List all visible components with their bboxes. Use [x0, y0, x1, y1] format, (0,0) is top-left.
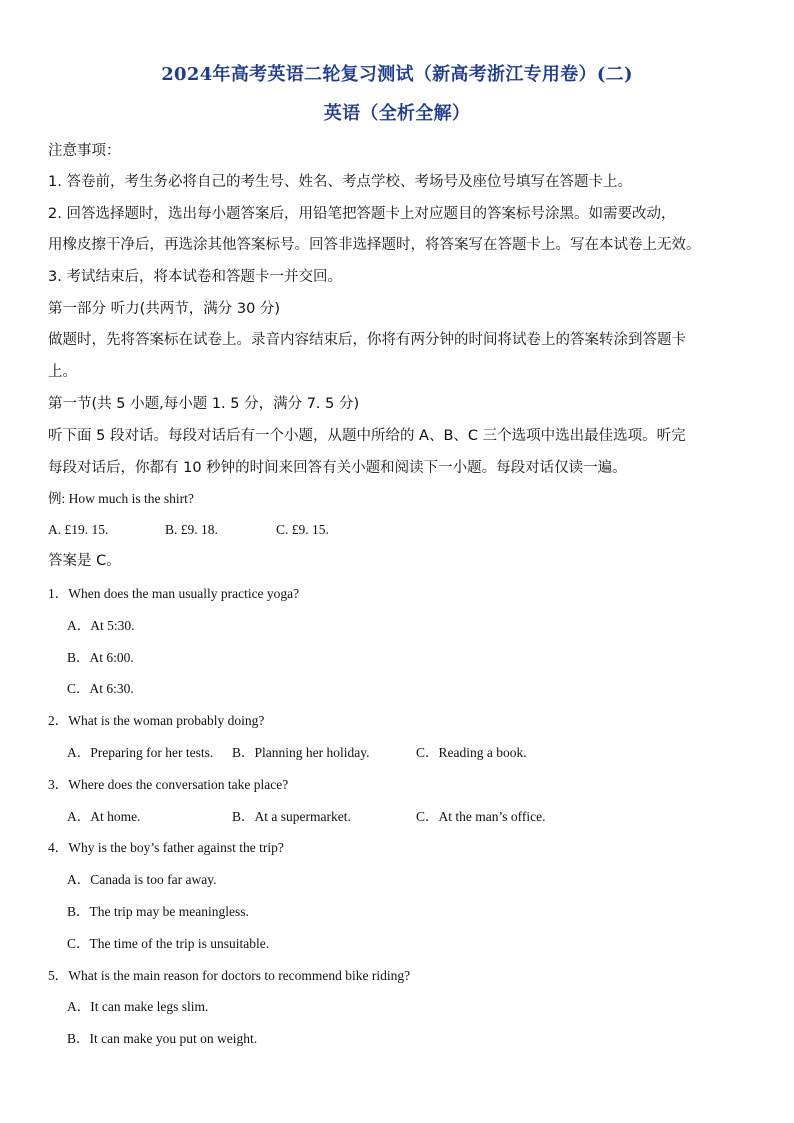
part1-instruction-line-2: 上。 — [48, 364, 77, 380]
section1-instruction-line-1: 听下面 5 段对话。每段对话后有一个小题，从题中所给的 A、B、C 三个选项中选出最佳选项。听完 — [48, 428, 686, 444]
question-1-option-b: B．At 6:00. — [67, 650, 134, 665]
question-2-option-b: B．Planning her holiday. — [232, 745, 370, 760]
question-2-option-c: C．Reading a book. — [416, 745, 527, 760]
notice-item-3: 3. 考试结束后，将本试卷和答题卡一并交回。 — [48, 269, 342, 285]
question-4-option-a: A．Canada is too far away. — [67, 872, 217, 887]
example-question: 例: How much is the shirt? — [48, 491, 194, 506]
question-2-stem: 2．What is the woman probably doing? — [48, 713, 265, 728]
example-option-b: B. £9. 18. — [165, 522, 218, 537]
example-answer: 答案是 C。 — [48, 553, 121, 569]
notice-item-2-line-2: 用橡皮擦干净后，再选涂其他答案标号。回答非选择题时，将答案写在答题卡上。写在本试卷上无效。 — [48, 237, 701, 253]
page-subtitle: 英语（全析全解） — [323, 103, 471, 124]
question-4-stem: 4．Why is the boy’s father against the trip? — [48, 840, 284, 855]
notice-heading: 注意事项： — [48, 143, 121, 159]
question-5-option-a: A．It can make legs slim. — [67, 999, 209, 1014]
question-5-option-b: B．It can make you put on weight. — [67, 1031, 258, 1046]
example-option-a: A. £19. 15. — [48, 522, 109, 537]
section1-heading: 第一节(共 5 小题,每小题 1. 5 分，满分 7. 5 分) — [48, 396, 360, 412]
part1-heading: 第一部分 听力(共两节，满分 30 分) — [48, 301, 281, 317]
example-option-c: C. £9. 15. — [276, 522, 329, 537]
part1-instruction-line-1: 做题时，先将答案标在试卷上。录音内容结束后，你将有两分钟的时间将试卷上的答案转涂到答题卡 — [48, 332, 686, 348]
notice-item-1: 1. 答卷前，考生务必将自己的考生号、姓名、考点学校、考场号及座位号填写在答题卡上。 — [48, 174, 632, 190]
question-3-option-b: B．At a supermarket. — [232, 809, 351, 824]
page-title: 2024年高考英语二轮复习测试（新高考浙江专用卷）(二) — [161, 64, 633, 85]
question-3-stem: 3．Where does the conversation take place? — [48, 777, 289, 792]
question-3-option-a: A．At home. — [67, 809, 141, 824]
question-1-option-a: A．At 5:30. — [67, 618, 135, 633]
notice-item-2-line-1: 2. 回答选择题时，选出每小题答案后，用铅笔把答题卡上对应题目的答案标号涂黑。如需要改动， — [48, 206, 676, 222]
question-1-stem: 1．When does the man usually practice yoga? — [48, 586, 300, 601]
question-4-option-c: C．The time of the trip is unsuitable. — [67, 936, 270, 951]
question-1-option-c: C．At 6:30. — [67, 681, 134, 696]
question-2-option-a: A．Preparing for her tests. — [67, 745, 214, 760]
section1-instruction-line-2: 每段对话后，你都有 10 秒钟的时间来回答有关小题和阅读下一小题。每段对话仅读一遍。 — [48, 460, 627, 476]
question-3-option-c: C．At the man’s office. — [416, 809, 546, 824]
question-4-option-b: B．The trip may be meaningless. — [67, 904, 249, 919]
question-5-stem: 5．What is the main reason for doctors to recommend bike riding? — [48, 968, 411, 983]
